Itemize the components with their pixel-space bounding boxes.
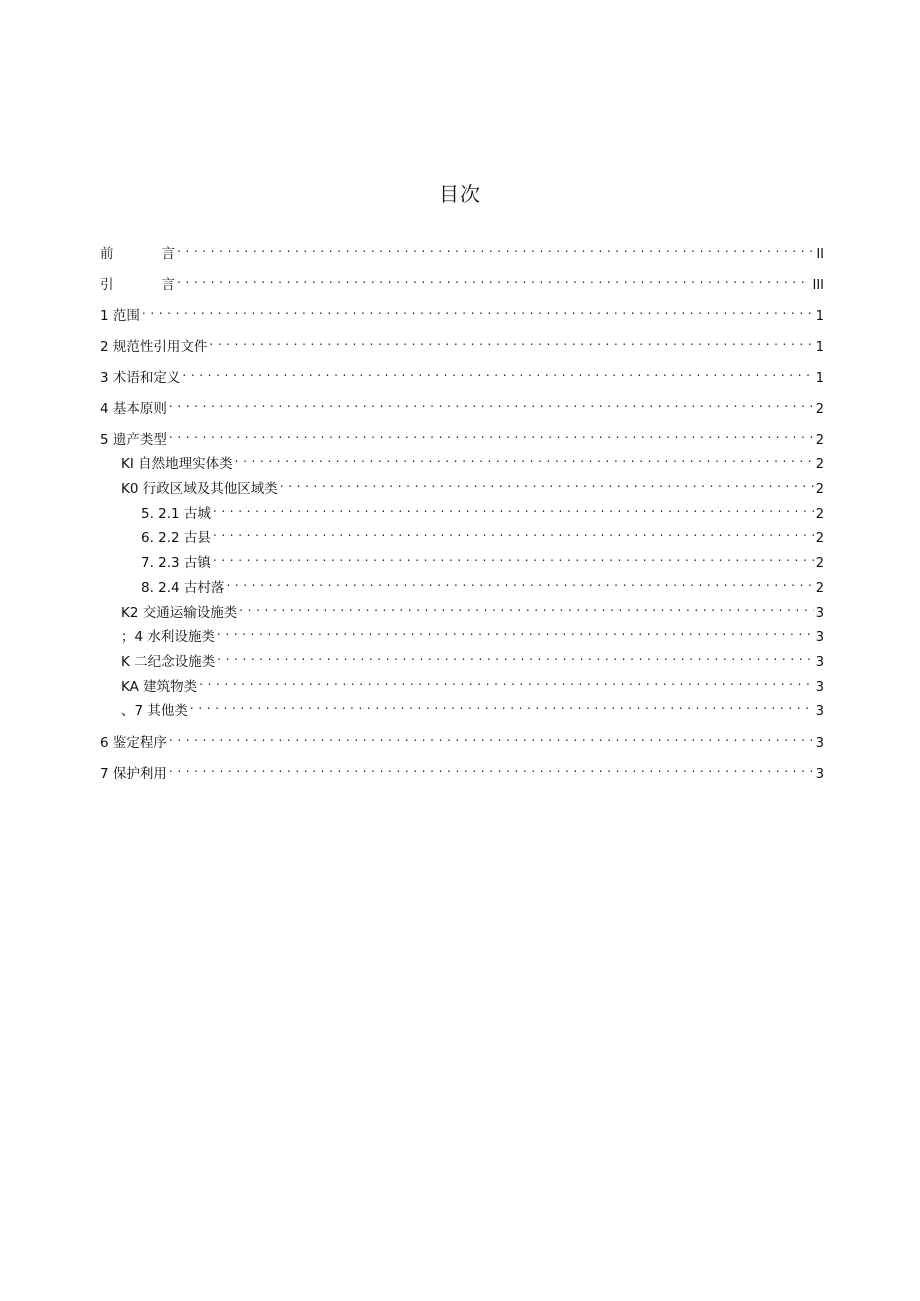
- toc-leader-dots: [169, 424, 814, 444]
- toc-entry-label: K2 交通运输设施类: [121, 605, 238, 621]
- toc-leader-dots: [142, 300, 814, 320]
- toc-page-number: 3: [815, 767, 824, 782]
- toc-leader-dots: [169, 758, 814, 778]
- toc-entry-label: K 二纪念设施类: [121, 654, 216, 670]
- toc-page-number: 2: [815, 457, 824, 472]
- toc-page-number: 2: [815, 531, 824, 546]
- toc-page-number: 2: [815, 556, 824, 571]
- toc-page-number: 2: [815, 507, 824, 522]
- toc-leader-dots: [239, 597, 813, 617]
- toc-page-number: 1: [815, 371, 824, 386]
- toc-entry[interactable]: [100, 331, 824, 355]
- toc-leader-dots: [213, 522, 814, 542]
- toc-entry[interactable]: [100, 300, 824, 324]
- toc-leader-dots: [217, 646, 814, 666]
- toc-entry[interactable]: [100, 393, 824, 417]
- toc-entry-label: 7. 2.3 古镇: [141, 555, 211, 571]
- toc-entry-label: 前 言: [100, 246, 175, 262]
- toc-leader-dots: [199, 671, 814, 691]
- toc-page-number: II: [816, 247, 824, 262]
- toc-entry-label: 2 规范性引用文件: [100, 339, 208, 355]
- toc-page-number: 3: [815, 606, 824, 621]
- toc-page-number: 2: [815, 482, 824, 497]
- toc-entry-label: 引 言: [100, 277, 175, 293]
- toc-subsubentry[interactable]: [141, 498, 824, 522]
- toc-leader-dots: [209, 331, 813, 351]
- toc-page-number: 3: [815, 655, 824, 670]
- toc-entry-label: 5. 2.1 古城: [141, 506, 211, 522]
- toc-entry-label: KI 自然地理实体类: [121, 456, 233, 472]
- toc-entry-label: 6. 2.2 古县: [141, 530, 211, 546]
- toc-entry-label: 7 保护利用: [100, 766, 167, 782]
- toc-leader-dots: [169, 727, 814, 747]
- toc-entry-label: K0 行政区域及其他区域类: [121, 481, 278, 497]
- toc-page-number: 1: [815, 309, 824, 324]
- toc-subsubentry[interactable]: [141, 522, 824, 546]
- toc-subentry[interactable]: [121, 695, 824, 719]
- toc-leader-dots: [226, 572, 813, 592]
- toc-page-number: 2: [815, 402, 824, 417]
- toc-subentry[interactable]: [121, 621, 824, 645]
- toc-subentry[interactable]: [121, 671, 824, 695]
- toc-subsubentry[interactable]: [141, 572, 824, 596]
- toc-leader-dots: [217, 621, 814, 641]
- toc-entry[interactable]: [100, 758, 824, 782]
- toc-leader-dots: [213, 547, 814, 567]
- toc-subentry[interactable]: [121, 597, 824, 621]
- toc-entry-label: ；4 水利设施类: [121, 629, 215, 645]
- toc-page-number: 3: [815, 680, 824, 695]
- toc-subentry[interactable]: [121, 448, 824, 472]
- toc-page-number: 2: [815, 433, 824, 448]
- toc-subentry[interactable]: [121, 473, 824, 497]
- toc-leader-dots: [280, 473, 814, 493]
- toc-entry-label: 6 鉴定程序: [100, 735, 167, 751]
- toc-leader-dots: [177, 238, 814, 258]
- page-title: 目次: [439, 182, 481, 206]
- toc-entry-label: 3 术语和定义: [100, 370, 181, 386]
- toc-entry-label: 5 遗产类型: [100, 432, 167, 448]
- toc-entry[interactable]: [100, 362, 824, 386]
- toc-page-number: 1: [815, 340, 824, 355]
- toc-page-number: 3: [815, 736, 824, 751]
- toc-entry-label: 4 基本原则: [100, 401, 167, 417]
- toc-subentry[interactable]: [121, 646, 824, 670]
- toc-leader-dots: [182, 362, 813, 382]
- toc-entry-introduction[interactable]: [100, 269, 824, 293]
- toc-leader-dots: [169, 393, 814, 413]
- toc-page-number: 2: [815, 581, 824, 596]
- toc-leader-dots: [213, 498, 814, 518]
- toc-page-number: 3: [815, 630, 824, 645]
- toc-page-number: 3: [815, 704, 824, 719]
- toc-entry-foreword[interactable]: [100, 238, 824, 262]
- toc-entry[interactable]: [100, 727, 824, 751]
- toc-entry-label: KA 建筑物类: [121, 679, 198, 695]
- toc-page-number: III: [812, 278, 824, 293]
- toc-entry-label: 、7 其他类: [121, 703, 188, 719]
- toc-subsubentry[interactable]: [141, 547, 824, 571]
- toc-entry-label: 8. 2.4 古村落: [141, 580, 225, 596]
- toc-entry[interactable]: [100, 424, 824, 448]
- toc-leader-dots: [235, 448, 814, 468]
- toc-leader-dots: [177, 269, 810, 289]
- toc-entry-label: 1 范围: [100, 308, 140, 324]
- toc-leader-dots: [190, 695, 814, 715]
